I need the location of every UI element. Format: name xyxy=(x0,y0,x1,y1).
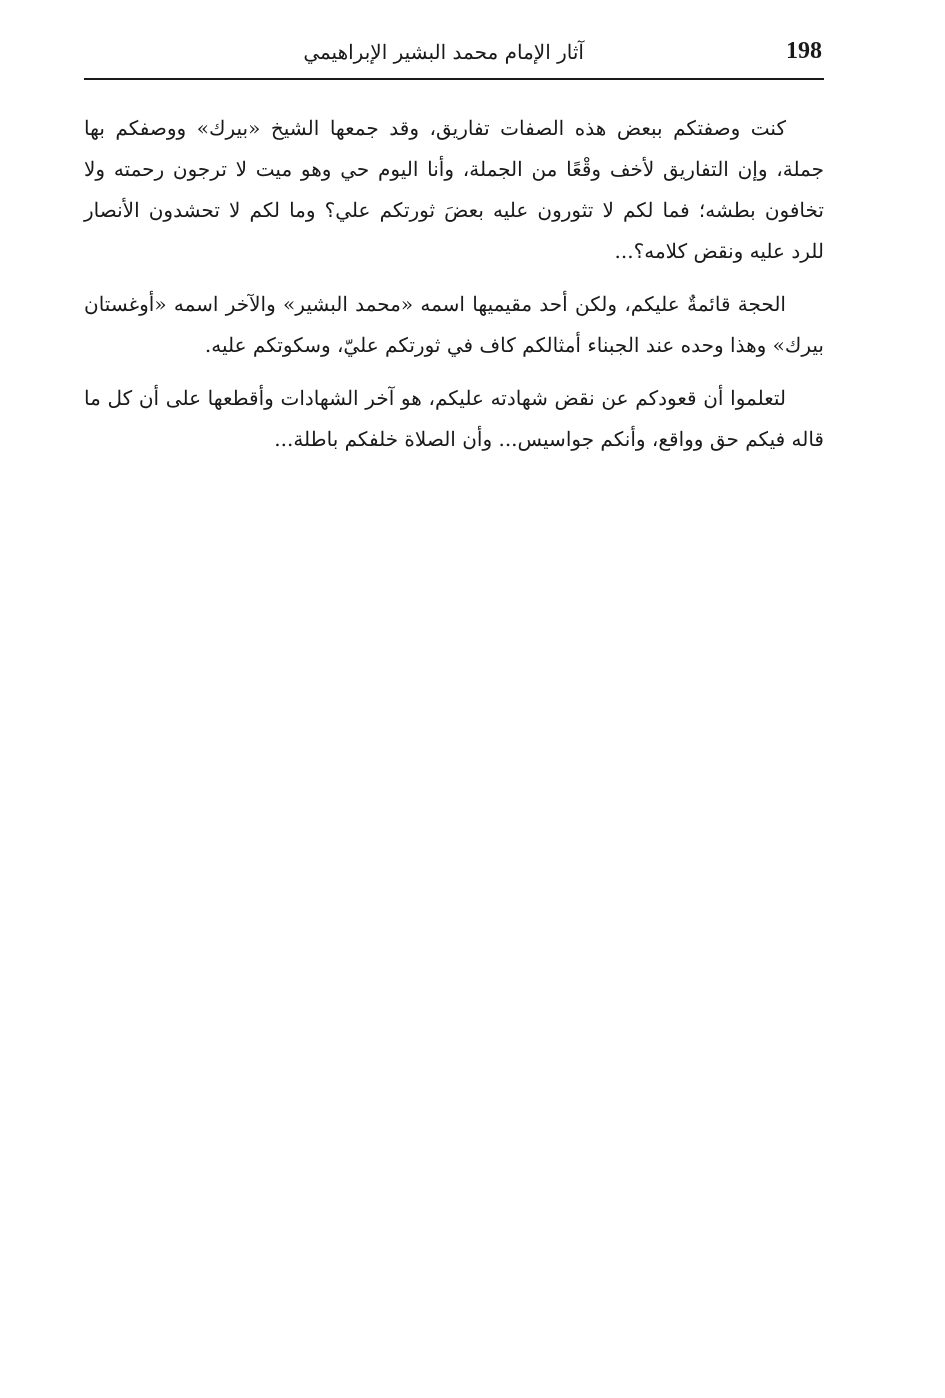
paragraph-3: لتعلموا أن قعودكم عن نقض شهادته عليكم، هو آخر الشهادات وأقطعها على أن كل ما قاله فيكم حق وواقع، وأنكم جواسيس... وأن الصلاة خلفكم باطلة... xyxy=(84,386,824,451)
page-header xyxy=(84,30,824,76)
paragraph-1: كنت وصفتكم ببعض هذه الصفات تفاريق، وقد جمعها الشيخ «بيرك» ووصفكم بها جملة، وإن التفاريق لأخف وقْعًا من الجملة، وأنا اليوم حي وهو ميت لا ترجون رحمته ولا تخافون بطشه؛ فما لكم لا تثورون عليه بعضَ ثورتكم علي؟ وما لكم لا تحشدون الأنصار للرد عليه ونقض كلامه؟... xyxy=(84,116,824,263)
body-text xyxy=(84,108,824,472)
paragraph-2: الحجة قائمةٌ عليكم، ولكن أحد مقيميها اسمه «محمد البشير» والآخر اسمه «أوغستان بيرك» وهذا وحده عند الجبناء أمثالكم كاف في ثورتكم عليّ، وسكوتكم عليه. xyxy=(84,292,824,357)
running-title: آثار الإمام محمد البشير الإبراهيمي xyxy=(303,40,584,64)
header-rule xyxy=(84,78,824,80)
page-number: 198 xyxy=(786,38,822,64)
